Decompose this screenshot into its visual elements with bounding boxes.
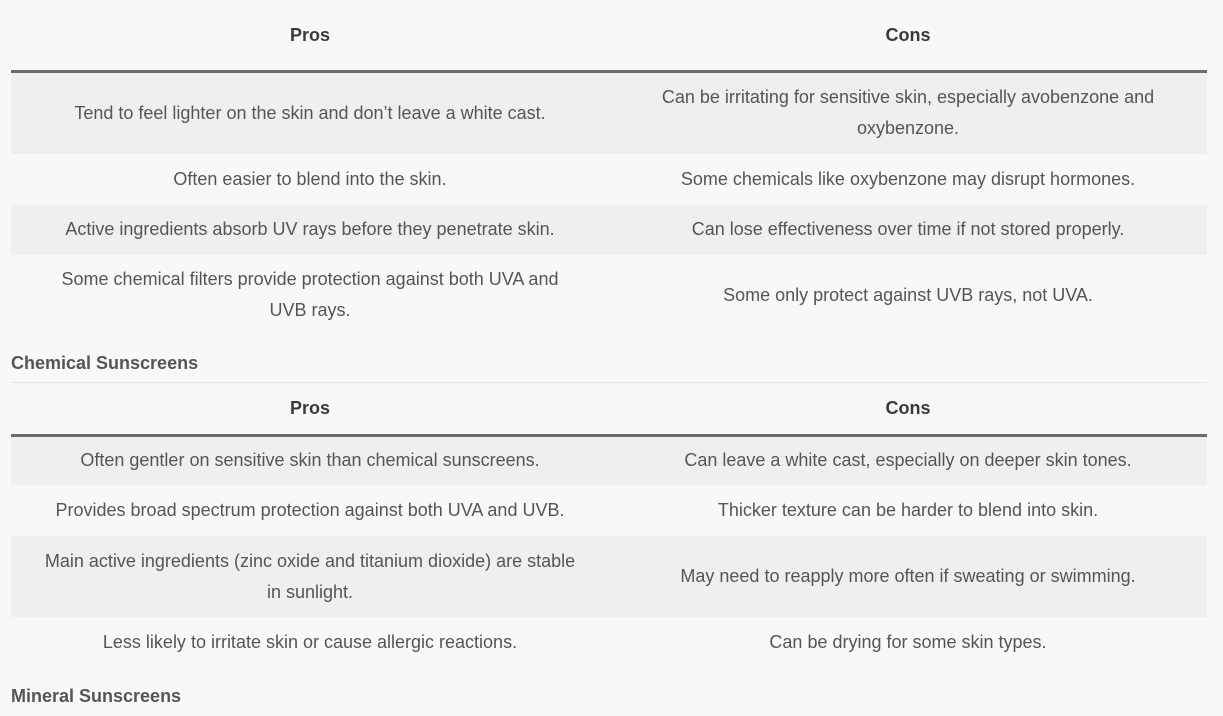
cons-header: Cons bbox=[609, 383, 1207, 436]
pro-cell: Main active ingredients (zinc oxide and titanium dioxide) are stable in sunlight. bbox=[11, 536, 609, 617]
pro-cell: Tend to feel lighter on the skin and don’t leave a white cast. bbox=[11, 72, 609, 154]
cons-header: Cons bbox=[609, 0, 1207, 72]
table-row bbox=[11, 536, 1207, 617]
table-row bbox=[11, 154, 1207, 205]
con-cell: May need to reapply more often if sweating or swimming. bbox=[609, 536, 1207, 617]
table-row bbox=[11, 205, 1207, 255]
con-cell: Thicker texture can be harder to blend into skin. bbox=[717, 500, 1099, 520]
table-row bbox=[11, 435, 1207, 485]
pro-cell: Provides broad spectrum protection against both UVA and UVB. bbox=[55, 500, 565, 520]
table-row bbox=[11, 72, 1207, 154]
pro-cell: Less likely to irritate skin or cause allergic reactions. bbox=[102, 632, 518, 652]
pro-cell: Often gentler on sensitive skin than chemical sunscreens. bbox=[11, 435, 609, 485]
table-row bbox=[11, 255, 1207, 336]
pro-cell: Active ingredients absorb UV rays before they penetrate skin. bbox=[11, 205, 609, 255]
con-cell: Can be irritating for sensitive skin, especially avobenzone and oxybenzone. bbox=[609, 72, 1207, 154]
con-cell: Can leave a white cast, especially on deeper skin tones. bbox=[609, 435, 1207, 485]
mineral-sunscreens-table bbox=[11, 383, 1207, 669]
con-cell: Can lose effectiveness over time if not stored properly. bbox=[609, 205, 1207, 255]
table-caption: Chemical Sunscreens bbox=[11, 336, 1207, 383]
con-cell: Some only protect against UVB rays, not UVA. bbox=[723, 284, 1093, 305]
con-cell: Can be drying for some skin types. bbox=[769, 632, 1047, 652]
table-row bbox=[11, 485, 1207, 536]
pro-cell: Often easier to blend into the skin. bbox=[173, 168, 447, 189]
table-header-row bbox=[11, 0, 1207, 72]
table-row bbox=[11, 617, 1207, 668]
chemical-sunscreens-table bbox=[11, 0, 1207, 336]
pro-cell: Some chemical filters provide protection against both UVA and UVB rays. bbox=[61, 269, 559, 320]
pros-header: Pros bbox=[11, 0, 609, 72]
table-header-row bbox=[11, 383, 1207, 436]
table-caption: Mineral Sunscreens bbox=[11, 686, 182, 706]
con-cell: Some chemicals like oxybenzone may disrupt hormones. bbox=[680, 168, 1136, 189]
pros-header: Pros bbox=[11, 383, 609, 436]
